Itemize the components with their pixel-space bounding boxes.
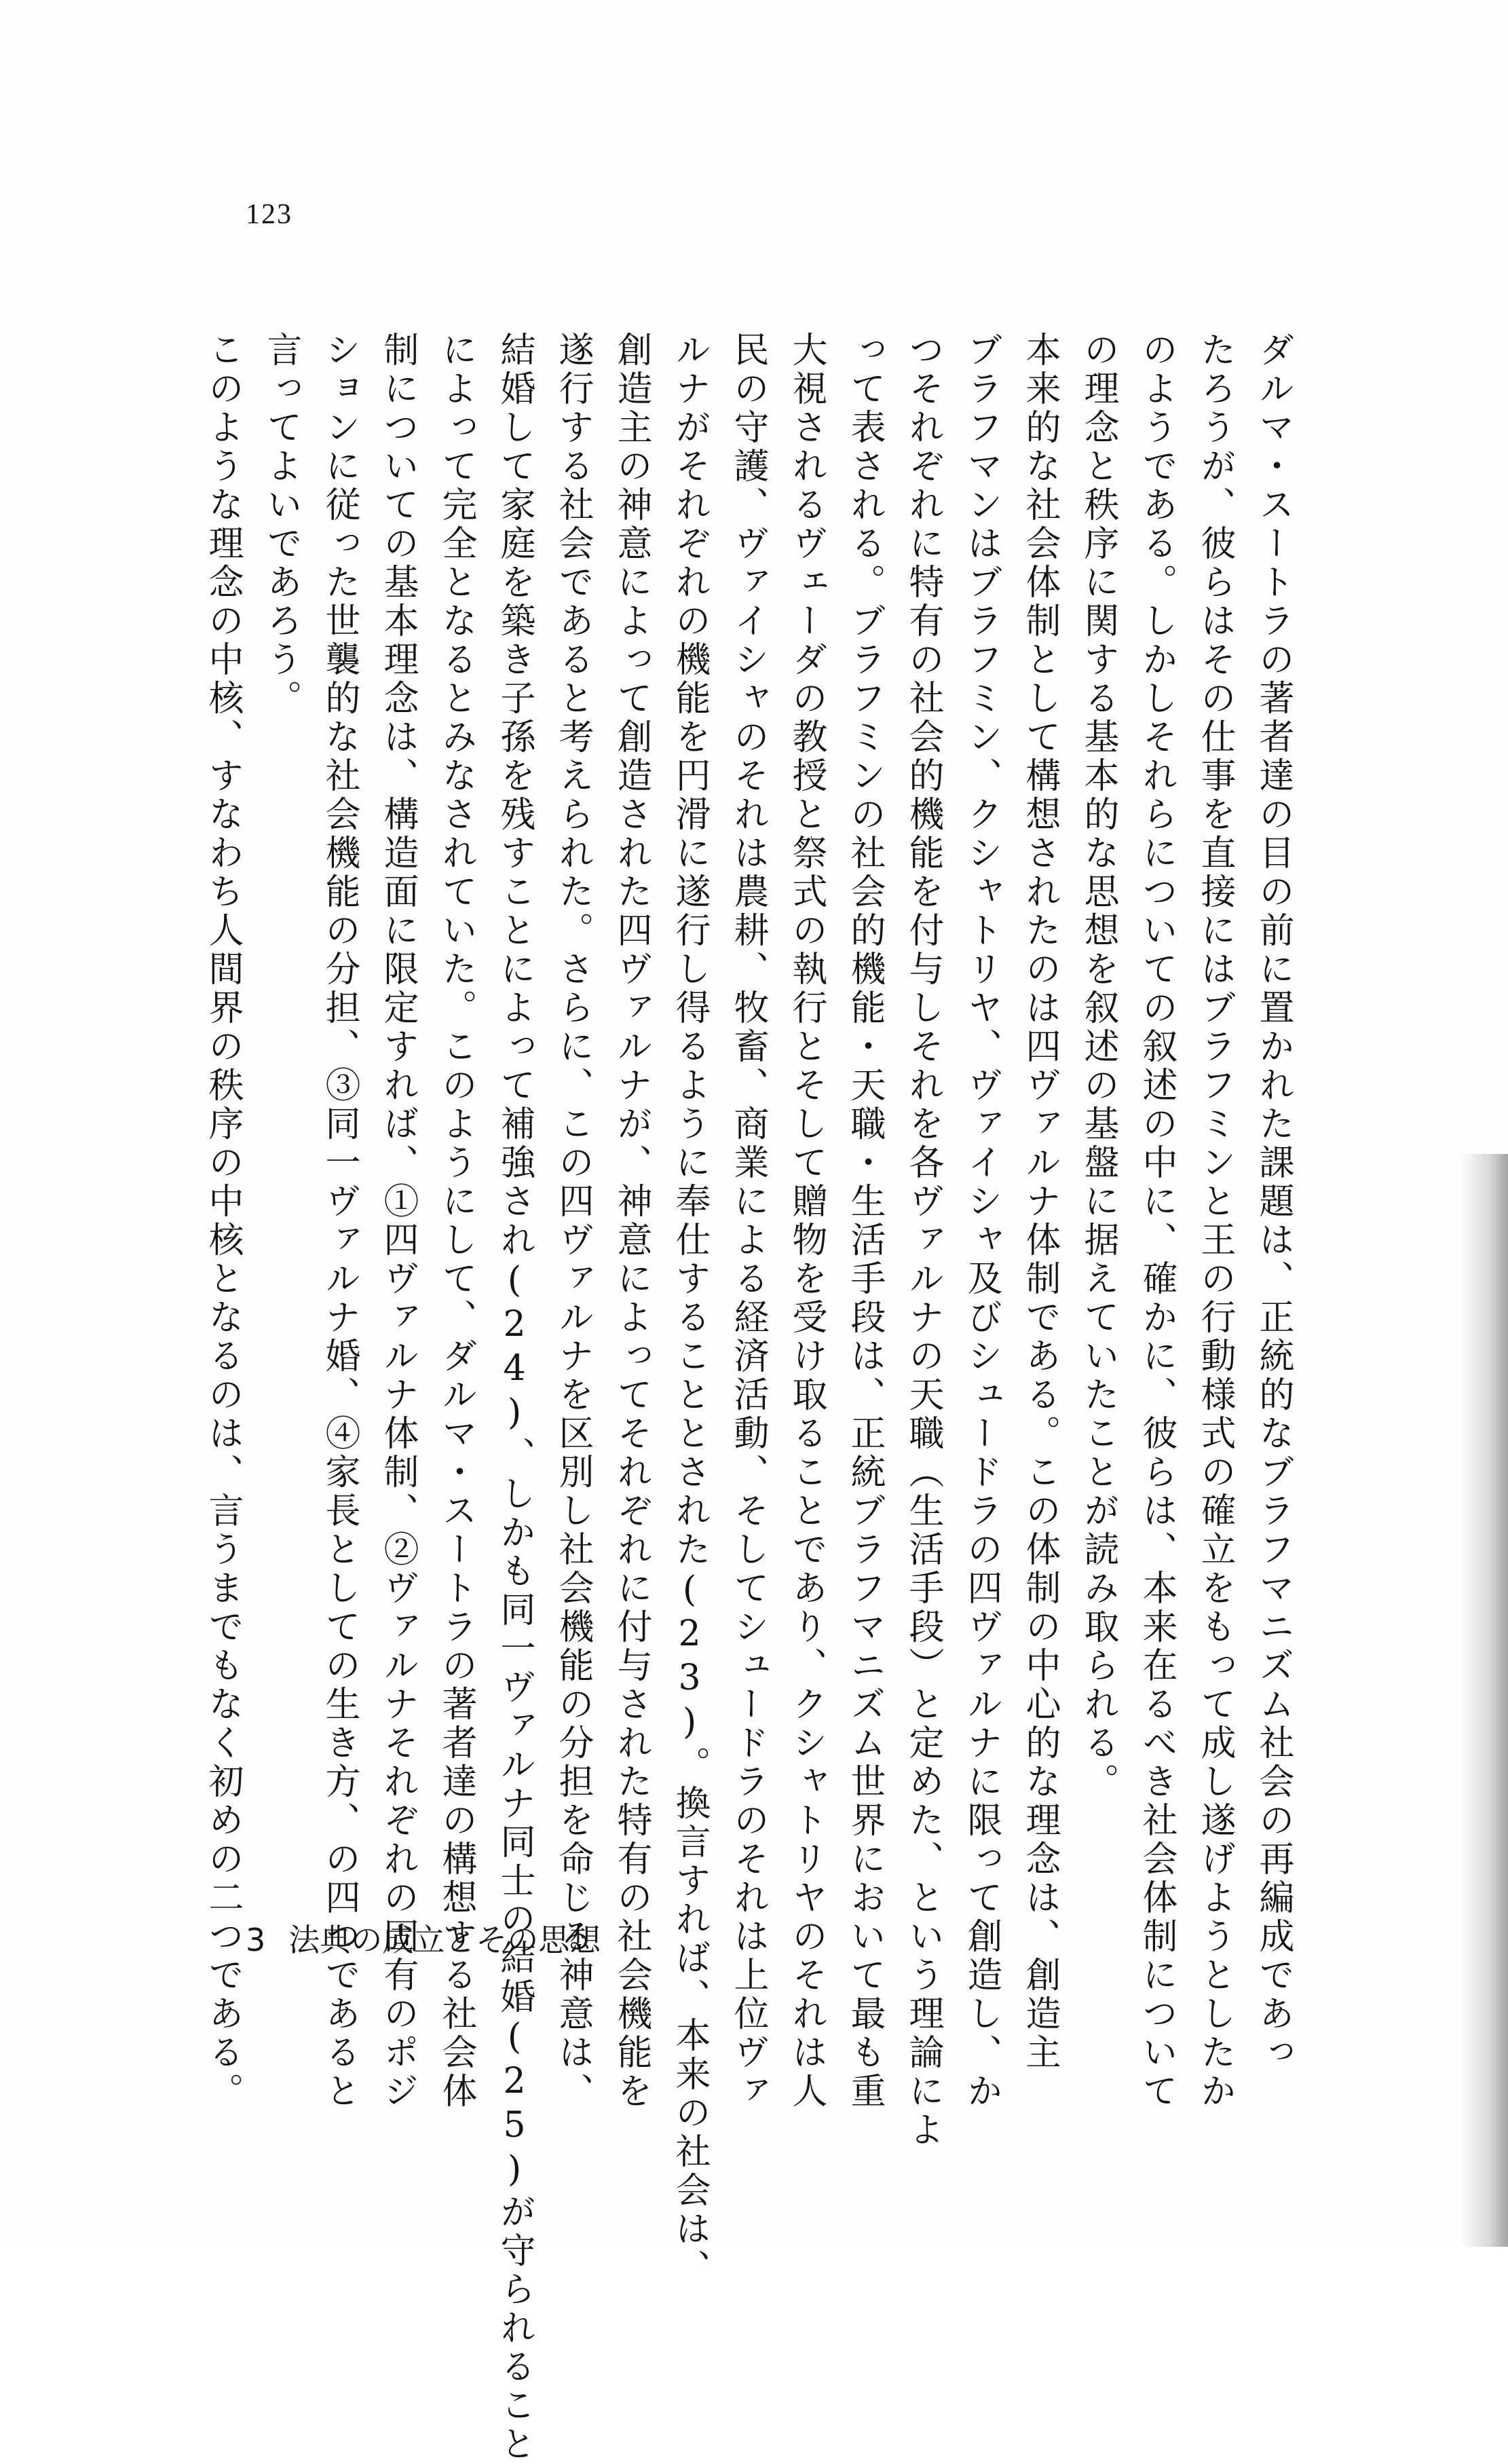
text-line: このような理念の中核、すなわち人間界の秩序の中核となるのは、言うまでもなく初めの二つである。 [202,331,243,2111]
text-line: ションに従った世襲的な社会機能の分担、③同一ヴァルナ婚、④家長としての生き方、の四つであると [319,331,360,2111]
text-line: 結婚して家庭を築き子孫を残すことによって補強され(24)、しかも同一ヴァルナ同士の結婚(25)が守られること [494,331,535,2464]
chapter-number: 3 [246,1922,266,1958]
text-line: ルナがそれぞれの機能を円滑に遂行し得るように奉仕することとされた(23)。換言すれば、本来の社会は、 [669,331,710,2288]
text-line: 創造主の神意によって創造された四ヴァルナが、神意によってそれぞれに付与された特有の社会機能を [611,331,652,2111]
text-line: たろうが、彼らはその仕事を直接にはブラフミンと王の行動様式の確立をもって成し遂げようとしたか [1194,331,1235,2111]
running-footer [246,1916,601,1960]
text-line: のようである。しかしそれらについての叙述の中に、確かに、彼らは、本来在るべき社会体制について [1136,331,1177,2111]
text-line: の理念と秩序に関する基本的な思想を叙述の基盤に据えていたことが読み取られる。 [1078,331,1118,1802]
text-line: 大視されるヴェーダの教授と祭式の執行とそして贈物を受け取ることであり、クシャトリヤのそれは人 [786,331,827,2111]
chapter-title: 法典の成立とその思想 [288,1922,601,1958]
text-line: ブラフマンはブラフミン、クシャトリヤ、ヴァイシャ及びシュードラの四ヴァルナに限って創造し、か [961,331,1002,2111]
text-line: 民の守護、ヴァイシャのそれは農耕、牧畜、商業による経済活動、そしてシュードラのそれは上位ヴァ [728,331,768,2111]
text-line: 言ってよいであろう。 [261,331,301,718]
text-line: 遂行する社会であると考えられた。さらに、この四ヴァルナを区別し社会機能の分担を命じる神意は、 [552,331,593,2111]
page-number: 123 [246,199,293,230]
text-line: 制についての基本理念は、構造面に限定すれば、①四ヴァルナ体制、②ヴァルナそれぞれの固有のポジ [377,331,418,2111]
text-line: によって完全となるとみなされていた。このようにして、ダルマ・スートラの著者達の構想する社会体 [436,331,476,2111]
page-edge-shadow [1460,1154,1508,2247]
text-line: って表される。ブラフミンの社会的機能・天職・生活手段は、正統ブラフマニズム世界において最も重 [844,331,885,2111]
text-line: 本来的な社会体制として構想されたのは四ヴァルナ体制である。この体制の中心的な理念は、創造主 [1019,331,1060,2072]
text-line: ダルマ・スートラの著者達の目の前に置かれた課題は、正統的なブラフマニズム社会の再編成であっ [1253,331,1294,2072]
text-line: つそれぞれに特有の社会的機能を付与しそれを各ヴァルナの天職（生活手段）と定めた、という理論によ [903,331,943,2150]
